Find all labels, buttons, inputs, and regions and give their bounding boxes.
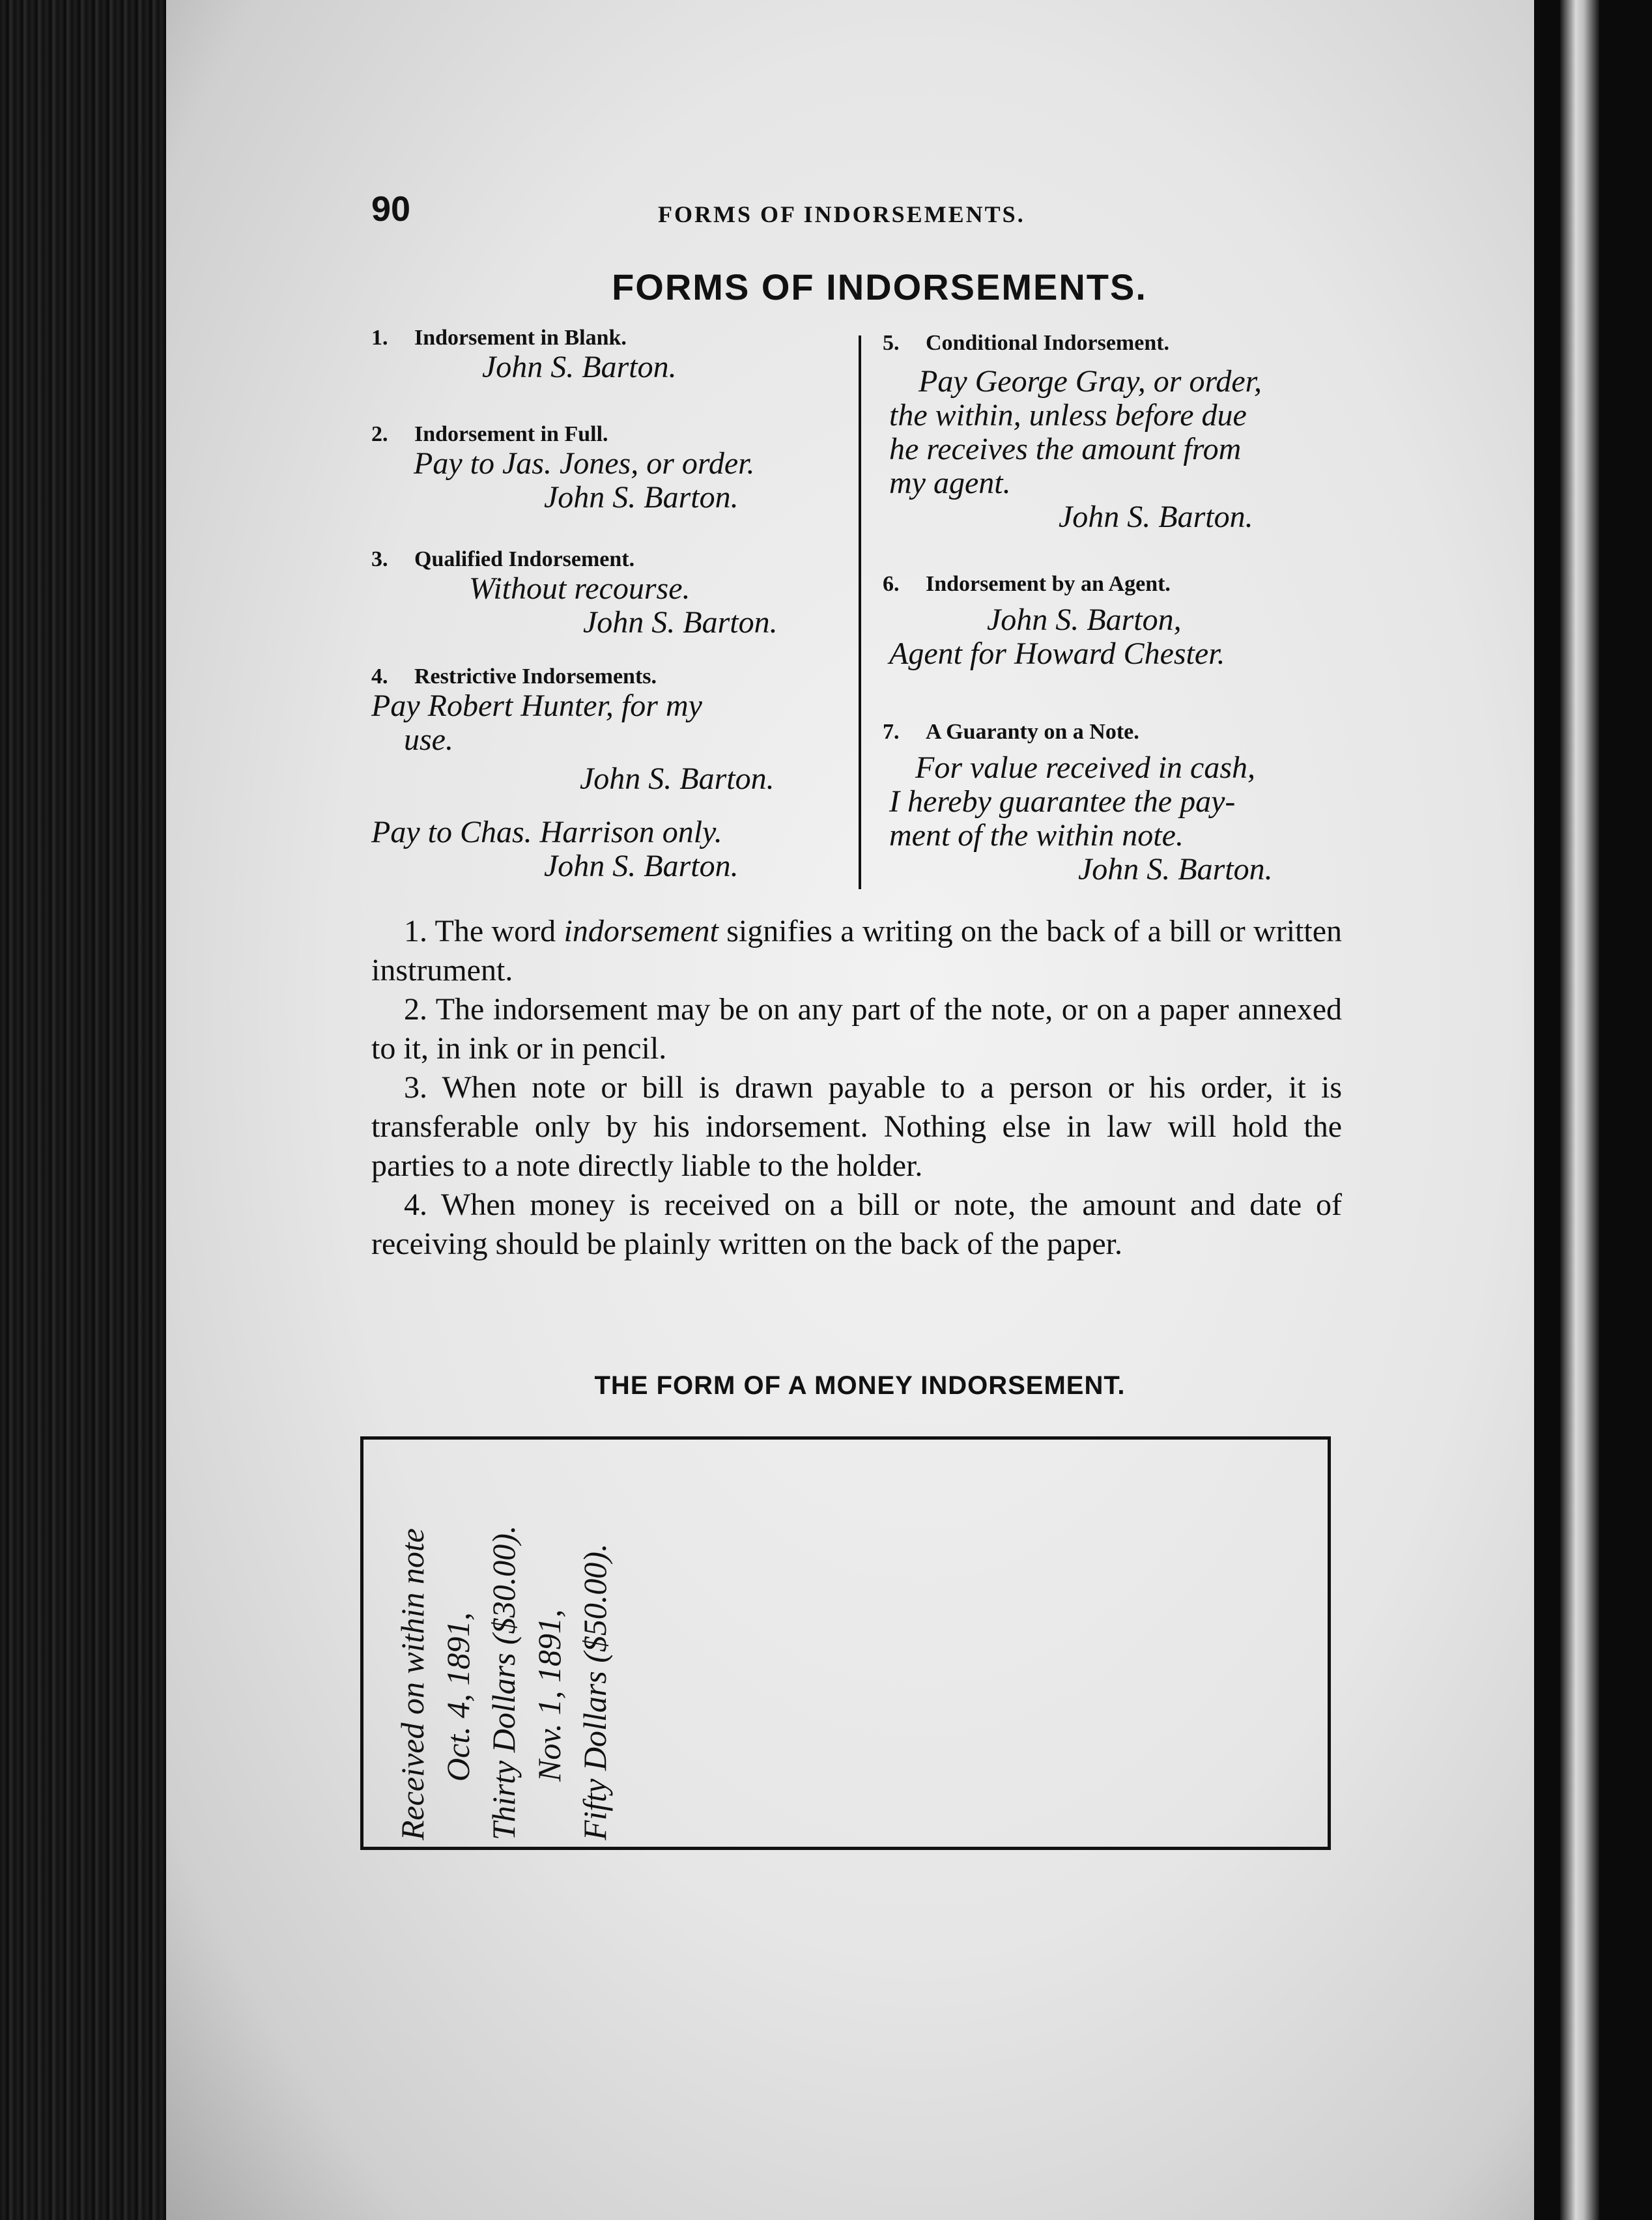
form-line: John S. Barton. [544, 480, 739, 515]
page-number: 90 [371, 190, 411, 229]
money-line: Fifty Dollars ($50.00). [577, 1543, 613, 1840]
form-heading: 4. Restrictive Indorsements. [371, 664, 657, 689]
rule-paragraph: 2. The indorsement may be on any part of the note, or on a paper annexed to it, in ink or in pencil. [371, 992, 1342, 1066]
form-line: use. [404, 722, 453, 757]
form-item-3 [371, 547, 847, 640]
form-line: John S. Barton. [580, 761, 775, 796]
form-line: Pay to Chas. Harrison only. [371, 815, 722, 849]
book-spine-left [0, 0, 166, 2220]
form-heading: 7. A Guaranty on a Note. [883, 720, 1139, 744]
money-line: Thirty Dollars ($30.00). [485, 1525, 522, 1840]
form-item-7 [883, 720, 1352, 887]
form-item-5 [883, 331, 1352, 534]
money-indorsement-text [390, 1449, 618, 1840]
numbered-rules [371, 912, 1342, 1264]
form-heading: 3. Qualified Indorsement. [371, 547, 635, 571]
form-item-1 [371, 326, 847, 384]
form-heading: 1. Indorsement in Blank. [371, 326, 627, 350]
running-head [371, 189, 1531, 241]
form-line: I hereby guarantee the pay- [889, 784, 1236, 819]
form-line: Pay George Gray, or order, [919, 364, 1262, 399]
running-title: FORMS OF INDORSEMENTS. [658, 201, 1025, 227]
form-line: he receives the amount from [889, 432, 1242, 466]
main-title: FORMS OF INDORSEMENTS. [612, 266, 1147, 307]
form-line: For value received in cash, [915, 750, 1256, 785]
form-line: ment of the within note. [889, 818, 1184, 853]
form-line: John S. Barton. [1059, 500, 1253, 534]
form-line: my agent. [889, 466, 1011, 500]
column-divider [859, 335, 861, 889]
form-line: the within, unless before due [889, 398, 1247, 433]
form-line: John S. Barton. [1078, 852, 1273, 887]
money-indorsement-box [360, 1436, 1331, 1850]
rule-paragraph: 4. When money is received on a bill or note, the amount and date of receiving should be plainly written on the back of the paper. [371, 1188, 1342, 1261]
money-line: Nov. 1, 1891, [531, 1609, 567, 1782]
form-heading: 2. Indorsement in Full. [371, 422, 608, 446]
form-line: Without recourse. [469, 571, 691, 606]
form-line: John S. Barton, [987, 603, 1182, 637]
money-form-title: THE FORM OF A MONEY INDORSEMENT. [594, 1371, 1126, 1400]
form-heading: 6. Indorsement by an Agent. [883, 572, 1171, 596]
form-item-2 [371, 422, 847, 515]
rule-paragraph: 3. When note or bill is drawn payable to a person or his order, it is transferable only by his indorsement. Nothing else in law will hold the parties to a note directly liable to the holder. [371, 1070, 1342, 1183]
form-line: John S. Barton. [482, 350, 677, 384]
rule-paragraph: 1. The word indorsement signifies a writing on the back of a bill or written instrument. [371, 914, 1343, 988]
form-heading: 5. Conditional Indorsement. [883, 331, 1170, 355]
book-spine-right [1534, 0, 1652, 2220]
facing-page-edge [1560, 0, 1599, 2220]
money-line: Oct. 4, 1891, [440, 1612, 476, 1782]
form-line: Pay to Jas. Jones, or order. [414, 446, 755, 481]
form-line: John S. Barton. [544, 849, 739, 883]
form-line: Pay Robert Hunter, for my [371, 689, 702, 723]
form-item-6 [883, 572, 1352, 671]
form-line: Agent for Howard Chester. [889, 636, 1225, 671]
money-line: Received on within note [394, 1528, 431, 1840]
form-line: John S. Barton. [583, 605, 778, 640]
form-item-4 [371, 664, 847, 883]
